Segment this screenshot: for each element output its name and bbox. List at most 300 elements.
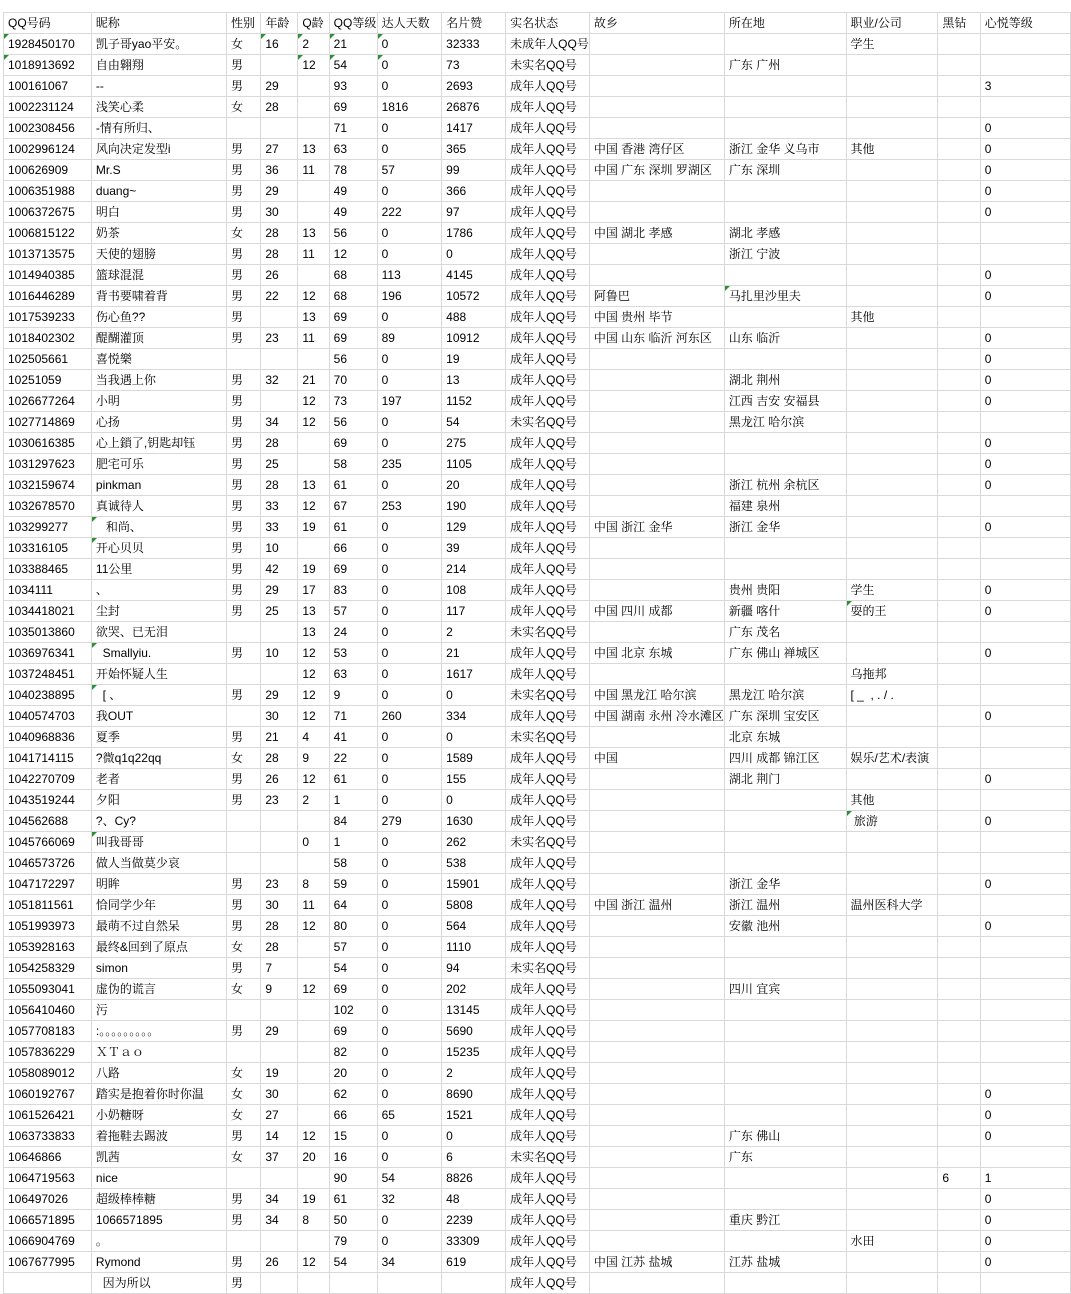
cell-status[interactable] <box>506 97 590 118</box>
cell-location[interactable] <box>724 1273 846 1294</box>
cell-qage[interactable] <box>298 1189 329 1210</box>
cell-status[interactable] <box>506 874 590 895</box>
cell-likes[interactable] <box>442 286 506 307</box>
cell-level[interactable] <box>329 643 377 664</box>
cell-qq[interactable] <box>4 223 92 244</box>
cell-qage[interactable] <box>298 265 329 286</box>
cell-hometown[interactable] <box>589 895 724 916</box>
cell-location[interactable] <box>724 328 846 349</box>
cell-joy[interactable] <box>980 391 1070 412</box>
cell-likes[interactable] <box>442 874 506 895</box>
cell-level[interactable] <box>329 1147 377 1168</box>
cell-age[interactable] <box>261 853 298 874</box>
cell-status[interactable] <box>506 622 590 643</box>
cell-days[interactable] <box>377 244 442 265</box>
cell-likes[interactable] <box>442 1084 506 1105</box>
cell-nick[interactable] <box>91 412 226 433</box>
cell-age[interactable] <box>261 118 298 139</box>
cell-nick[interactable] <box>91 1210 226 1231</box>
cell-status[interactable] <box>506 76 590 97</box>
cell-job[interactable] <box>846 790 938 811</box>
cell-level[interactable] <box>329 538 377 559</box>
cell-sex[interactable] <box>227 706 261 727</box>
cell-hometown[interactable] <box>589 1147 724 1168</box>
cell-qq[interactable] <box>4 391 92 412</box>
cell-status[interactable] <box>506 265 590 286</box>
cell-job[interactable] <box>846 580 938 601</box>
cell-diamond[interactable] <box>938 664 980 685</box>
cell-joy[interactable] <box>980 748 1070 769</box>
cell-qage[interactable] <box>298 1063 329 1084</box>
cell-qage[interactable] <box>298 1210 329 1231</box>
cell-location[interactable] <box>724 517 846 538</box>
cell-nick[interactable] <box>91 517 226 538</box>
cell-nick[interactable] <box>91 832 226 853</box>
cell-diamond[interactable] <box>938 1231 980 1252</box>
cell-days[interactable] <box>377 307 442 328</box>
cell-hometown[interactable] <box>589 1021 724 1042</box>
cell-status[interactable] <box>506 496 590 517</box>
cell-likes[interactable] <box>442 496 506 517</box>
cell-hometown[interactable] <box>589 706 724 727</box>
cell-qage[interactable] <box>298 517 329 538</box>
cell-qage[interactable] <box>298 307 329 328</box>
cell-likes[interactable] <box>442 433 506 454</box>
cell-hometown[interactable] <box>589 790 724 811</box>
cell-level[interactable] <box>329 1252 377 1273</box>
cell-qq[interactable] <box>4 1105 92 1126</box>
cell-diamond[interactable] <box>938 160 980 181</box>
cell-level[interactable] <box>329 727 377 748</box>
cell-job[interactable] <box>846 937 938 958</box>
cell-qage[interactable] <box>298 412 329 433</box>
cell-qq[interactable] <box>4 244 92 265</box>
cell-joy[interactable] <box>980 1021 1070 1042</box>
cell-nick[interactable] <box>91 265 226 286</box>
cell-location[interactable] <box>724 202 846 223</box>
column-header-days[interactable] <box>377 13 442 34</box>
cell-sex[interactable] <box>227 643 261 664</box>
cell-sex[interactable] <box>227 370 261 391</box>
cell-nick[interactable] <box>91 643 226 664</box>
cell-status[interactable] <box>506 1252 590 1273</box>
cell-nick[interactable] <box>91 244 226 265</box>
cell-level[interactable] <box>329 370 377 391</box>
cell-diamond[interactable] <box>938 265 980 286</box>
cell-hometown[interactable] <box>589 1000 724 1021</box>
cell-hometown[interactable] <box>589 433 724 454</box>
cell-diamond[interactable] <box>938 559 980 580</box>
cell-qq[interactable] <box>4 433 92 454</box>
cell-job[interactable] <box>846 727 938 748</box>
cell-location[interactable] <box>724 349 846 370</box>
cell-job[interactable] <box>846 454 938 475</box>
cell-nick[interactable] <box>91 580 226 601</box>
cell-days[interactable] <box>377 223 442 244</box>
cell-age[interactable] <box>261 475 298 496</box>
cell-joy[interactable] <box>980 874 1070 895</box>
cell-days[interactable] <box>377 118 442 139</box>
cell-status[interactable] <box>506 937 590 958</box>
cell-status[interactable] <box>506 349 590 370</box>
cell-hometown[interactable] <box>589 181 724 202</box>
cell-qage[interactable] <box>298 349 329 370</box>
cell-hometown[interactable] <box>589 265 724 286</box>
cell-sex[interactable] <box>227 853 261 874</box>
cell-age[interactable] <box>261 265 298 286</box>
cell-qage[interactable] <box>298 979 329 1000</box>
cell-qage[interactable] <box>298 328 329 349</box>
cell-job[interactable] <box>846 1063 938 1084</box>
cell-qage[interactable] <box>298 202 329 223</box>
cell-diamond[interactable] <box>938 202 980 223</box>
cell-days[interactable] <box>377 790 442 811</box>
cell-status[interactable] <box>506 475 590 496</box>
cell-likes[interactable] <box>442 181 506 202</box>
cell-sex[interactable] <box>227 916 261 937</box>
cell-level[interactable] <box>329 811 377 832</box>
cell-qage[interactable] <box>298 685 329 706</box>
cell-hometown[interactable] <box>589 34 724 55</box>
cell-qq[interactable] <box>4 685 92 706</box>
cell-sex[interactable] <box>227 601 261 622</box>
cell-age[interactable] <box>261 34 298 55</box>
cell-qq[interactable] <box>4 664 92 685</box>
cell-sex[interactable] <box>227 1147 261 1168</box>
cell-diamond[interactable] <box>938 748 980 769</box>
cell-qage[interactable] <box>298 55 329 76</box>
cell-joy[interactable] <box>980 559 1070 580</box>
cell-nick[interactable] <box>91 853 226 874</box>
cell-job[interactable] <box>846 895 938 916</box>
cell-sex[interactable] <box>227 55 261 76</box>
cell-diamond[interactable] <box>938 937 980 958</box>
cell-status[interactable] <box>506 223 590 244</box>
cell-status[interactable] <box>506 1105 590 1126</box>
cell-joy[interactable] <box>980 937 1070 958</box>
cell-age[interactable] <box>261 454 298 475</box>
cell-qq[interactable] <box>4 55 92 76</box>
cell-sex[interactable] <box>227 76 261 97</box>
cell-qq[interactable] <box>4 1231 92 1252</box>
cell-joy[interactable] <box>980 139 1070 160</box>
cell-job[interactable] <box>846 223 938 244</box>
cell-level[interactable] <box>329 1021 377 1042</box>
cell-hometown[interactable] <box>589 685 724 706</box>
cell-joy[interactable] <box>980 118 1070 139</box>
cell-hometown[interactable] <box>589 139 724 160</box>
cell-qage[interactable] <box>298 895 329 916</box>
cell-level[interactable] <box>329 475 377 496</box>
cell-job[interactable] <box>846 853 938 874</box>
cell-sex[interactable] <box>227 1063 261 1084</box>
cell-qq[interactable] <box>4 769 92 790</box>
cell-age[interactable] <box>261 1105 298 1126</box>
cell-nick[interactable] <box>91 1105 226 1126</box>
cell-sex[interactable] <box>227 580 261 601</box>
cell-likes[interactable] <box>442 643 506 664</box>
cell-hometown[interactable] <box>589 979 724 1000</box>
cell-level[interactable] <box>329 118 377 139</box>
cell-level[interactable] <box>329 496 377 517</box>
cell-status[interactable] <box>506 1273 590 1294</box>
cell-days[interactable] <box>377 1042 442 1063</box>
cell-age[interactable] <box>261 1189 298 1210</box>
cell-joy[interactable] <box>980 76 1070 97</box>
cell-age[interactable] <box>261 307 298 328</box>
column-header-joy[interactable] <box>980 13 1070 34</box>
cell-sex[interactable] <box>227 244 261 265</box>
cell-level[interactable] <box>329 433 377 454</box>
cell-level[interactable] <box>329 1189 377 1210</box>
cell-job[interactable] <box>846 643 938 664</box>
cell-nick[interactable] <box>91 1231 226 1252</box>
cell-joy[interactable] <box>980 580 1070 601</box>
cell-qq[interactable] <box>4 1147 92 1168</box>
cell-joy[interactable] <box>980 307 1070 328</box>
cell-job[interactable] <box>846 34 938 55</box>
cell-diamond[interactable] <box>938 475 980 496</box>
cell-job[interactable] <box>846 370 938 391</box>
cell-qq[interactable] <box>4 412 92 433</box>
cell-nick[interactable] <box>91 1252 226 1273</box>
cell-qq[interactable] <box>4 475 92 496</box>
cell-likes[interactable] <box>442 559 506 580</box>
cell-status[interactable] <box>506 538 590 559</box>
cell-location[interactable] <box>724 1000 846 1021</box>
cell-likes[interactable] <box>442 517 506 538</box>
column-header-location[interactable] <box>724 13 846 34</box>
cell-days[interactable] <box>377 979 442 1000</box>
cell-diamond[interactable] <box>938 622 980 643</box>
cell-days[interactable] <box>377 202 442 223</box>
cell-joy[interactable] <box>980 412 1070 433</box>
column-header-qq[interactable] <box>4 13 92 34</box>
cell-nick[interactable] <box>91 496 226 517</box>
cell-hometown[interactable] <box>589 160 724 181</box>
cell-days[interactable] <box>377 160 442 181</box>
cell-qq[interactable] <box>4 1021 92 1042</box>
cell-location[interactable] <box>724 1042 846 1063</box>
cell-age[interactable] <box>261 391 298 412</box>
cell-sex[interactable] <box>227 664 261 685</box>
cell-hometown[interactable] <box>589 664 724 685</box>
cell-qq[interactable] <box>4 1273 92 1294</box>
cell-days[interactable] <box>377 97 442 118</box>
cell-qq[interactable] <box>4 874 92 895</box>
cell-location[interactable] <box>724 286 846 307</box>
cell-diamond[interactable] <box>938 139 980 160</box>
cell-diamond[interactable] <box>938 1000 980 1021</box>
cell-diamond[interactable] <box>938 412 980 433</box>
cell-status[interactable] <box>506 685 590 706</box>
cell-sex[interactable] <box>227 1273 261 1294</box>
cell-job[interactable] <box>846 1252 938 1273</box>
cell-age[interactable] <box>261 1210 298 1231</box>
cell-qage[interactable] <box>298 433 329 454</box>
cell-qq[interactable] <box>4 97 92 118</box>
cell-hometown[interactable] <box>589 580 724 601</box>
cell-hometown[interactable] <box>589 874 724 895</box>
cell-diamond[interactable] <box>938 1189 980 1210</box>
cell-nick[interactable] <box>91 1000 226 1021</box>
cell-joy[interactable] <box>980 601 1070 622</box>
cell-age[interactable] <box>261 874 298 895</box>
cell-status[interactable] <box>506 979 590 1000</box>
cell-nick[interactable] <box>91 55 226 76</box>
cell-level[interactable] <box>329 832 377 853</box>
cell-sex[interactable] <box>227 937 261 958</box>
cell-likes[interactable] <box>442 1021 506 1042</box>
cell-likes[interactable] <box>442 538 506 559</box>
cell-job[interactable] <box>846 517 938 538</box>
cell-sex[interactable] <box>227 97 261 118</box>
cell-diamond[interactable] <box>938 1147 980 1168</box>
cell-days[interactable] <box>377 916 442 937</box>
cell-qage[interactable] <box>298 1105 329 1126</box>
cell-joy[interactable] <box>980 979 1070 1000</box>
cell-level[interactable] <box>329 853 377 874</box>
cell-age[interactable] <box>261 832 298 853</box>
cell-level[interactable] <box>329 664 377 685</box>
cell-qq[interactable] <box>4 307 92 328</box>
cell-qq[interactable] <box>4 349 92 370</box>
cell-level[interactable] <box>329 412 377 433</box>
cell-age[interactable] <box>261 790 298 811</box>
cell-hometown[interactable] <box>589 1105 724 1126</box>
cell-hometown[interactable] <box>589 97 724 118</box>
cell-qage[interactable] <box>298 706 329 727</box>
cell-joy[interactable] <box>980 55 1070 76</box>
cell-job[interactable] <box>846 1021 938 1042</box>
cell-qq[interactable] <box>4 1084 92 1105</box>
cell-days[interactable] <box>377 76 442 97</box>
cell-job[interactable] <box>846 349 938 370</box>
cell-location[interactable] <box>724 1231 846 1252</box>
cell-sex[interactable] <box>227 412 261 433</box>
cell-likes[interactable] <box>442 97 506 118</box>
cell-age[interactable] <box>261 1273 298 1294</box>
cell-joy[interactable] <box>980 769 1070 790</box>
cell-age[interactable] <box>261 559 298 580</box>
cell-diamond[interactable] <box>938 895 980 916</box>
cell-joy[interactable] <box>980 1189 1070 1210</box>
cell-qage[interactable] <box>298 160 329 181</box>
column-header-hometown[interactable] <box>589 13 724 34</box>
cell-days[interactable] <box>377 1189 442 1210</box>
cell-qage[interactable] <box>298 97 329 118</box>
cell-level[interactable] <box>329 706 377 727</box>
cell-days[interactable] <box>377 265 442 286</box>
cell-likes[interactable] <box>442 307 506 328</box>
cell-hometown[interactable] <box>589 1252 724 1273</box>
cell-location[interactable] <box>724 622 846 643</box>
cell-qq[interactable] <box>4 286 92 307</box>
cell-hometown[interactable] <box>589 559 724 580</box>
cell-location[interactable] <box>724 979 846 1000</box>
cell-status[interactable] <box>506 832 590 853</box>
cell-hometown[interactable] <box>589 496 724 517</box>
cell-qage[interactable] <box>298 181 329 202</box>
cell-age[interactable] <box>261 244 298 265</box>
cell-nick[interactable] <box>91 748 226 769</box>
cell-level[interactable] <box>329 580 377 601</box>
cell-diamond[interactable] <box>938 118 980 139</box>
cell-level[interactable] <box>329 1210 377 1231</box>
column-header-sex[interactable] <box>227 13 261 34</box>
cell-age[interactable] <box>261 1000 298 1021</box>
cell-level[interactable] <box>329 559 377 580</box>
cell-diamond[interactable] <box>938 706 980 727</box>
cell-level[interactable] <box>329 790 377 811</box>
cell-job[interactable] <box>846 1168 938 1189</box>
cell-sex[interactable] <box>227 1189 261 1210</box>
cell-days[interactable] <box>377 1147 442 1168</box>
cell-likes[interactable] <box>442 55 506 76</box>
cell-likes[interactable] <box>442 727 506 748</box>
cell-status[interactable] <box>506 769 590 790</box>
cell-level[interactable] <box>329 1231 377 1252</box>
cell-job[interactable] <box>846 391 938 412</box>
cell-qq[interactable] <box>4 1210 92 1231</box>
cell-joy[interactable] <box>980 685 1070 706</box>
cell-level[interactable] <box>329 34 377 55</box>
cell-qage[interactable] <box>298 76 329 97</box>
cell-qq[interactable] <box>4 265 92 286</box>
cell-likes[interactable] <box>442 601 506 622</box>
cell-job[interactable] <box>846 181 938 202</box>
cell-qage[interactable] <box>298 244 329 265</box>
cell-joy[interactable] <box>980 370 1070 391</box>
cell-age[interactable] <box>261 433 298 454</box>
cell-level[interactable] <box>329 328 377 349</box>
cell-qq[interactable] <box>4 139 92 160</box>
cell-diamond[interactable] <box>938 1273 980 1294</box>
cell-status[interactable] <box>506 55 590 76</box>
cell-days[interactable] <box>377 412 442 433</box>
cell-joy[interactable] <box>980 97 1070 118</box>
cell-diamond[interactable] <box>938 853 980 874</box>
cell-qq[interactable] <box>4 727 92 748</box>
cell-hometown[interactable] <box>589 937 724 958</box>
cell-level[interactable] <box>329 160 377 181</box>
cell-status[interactable] <box>506 181 590 202</box>
cell-sex[interactable] <box>227 538 261 559</box>
cell-likes[interactable] <box>442 76 506 97</box>
cell-days[interactable] <box>377 1000 442 1021</box>
cell-age[interactable] <box>261 769 298 790</box>
cell-qage[interactable] <box>298 559 329 580</box>
cell-location[interactable] <box>724 1063 846 1084</box>
cell-age[interactable] <box>261 706 298 727</box>
cell-nick[interactable] <box>91 475 226 496</box>
cell-location[interactable] <box>724 76 846 97</box>
cell-location[interactable] <box>724 475 846 496</box>
cell-likes[interactable] <box>442 370 506 391</box>
cell-job[interactable] <box>846 1000 938 1021</box>
cell-diamond[interactable] <box>938 1252 980 1273</box>
cell-location[interactable] <box>724 1147 846 1168</box>
cell-qq[interactable] <box>4 622 92 643</box>
cell-diamond[interactable] <box>938 832 980 853</box>
cell-status[interactable] <box>506 559 590 580</box>
cell-likes[interactable] <box>442 202 506 223</box>
cell-joy[interactable] <box>980 286 1070 307</box>
cell-nick[interactable] <box>91 622 226 643</box>
cell-qage[interactable] <box>298 769 329 790</box>
cell-location[interactable] <box>724 895 846 916</box>
cell-days[interactable] <box>377 811 442 832</box>
